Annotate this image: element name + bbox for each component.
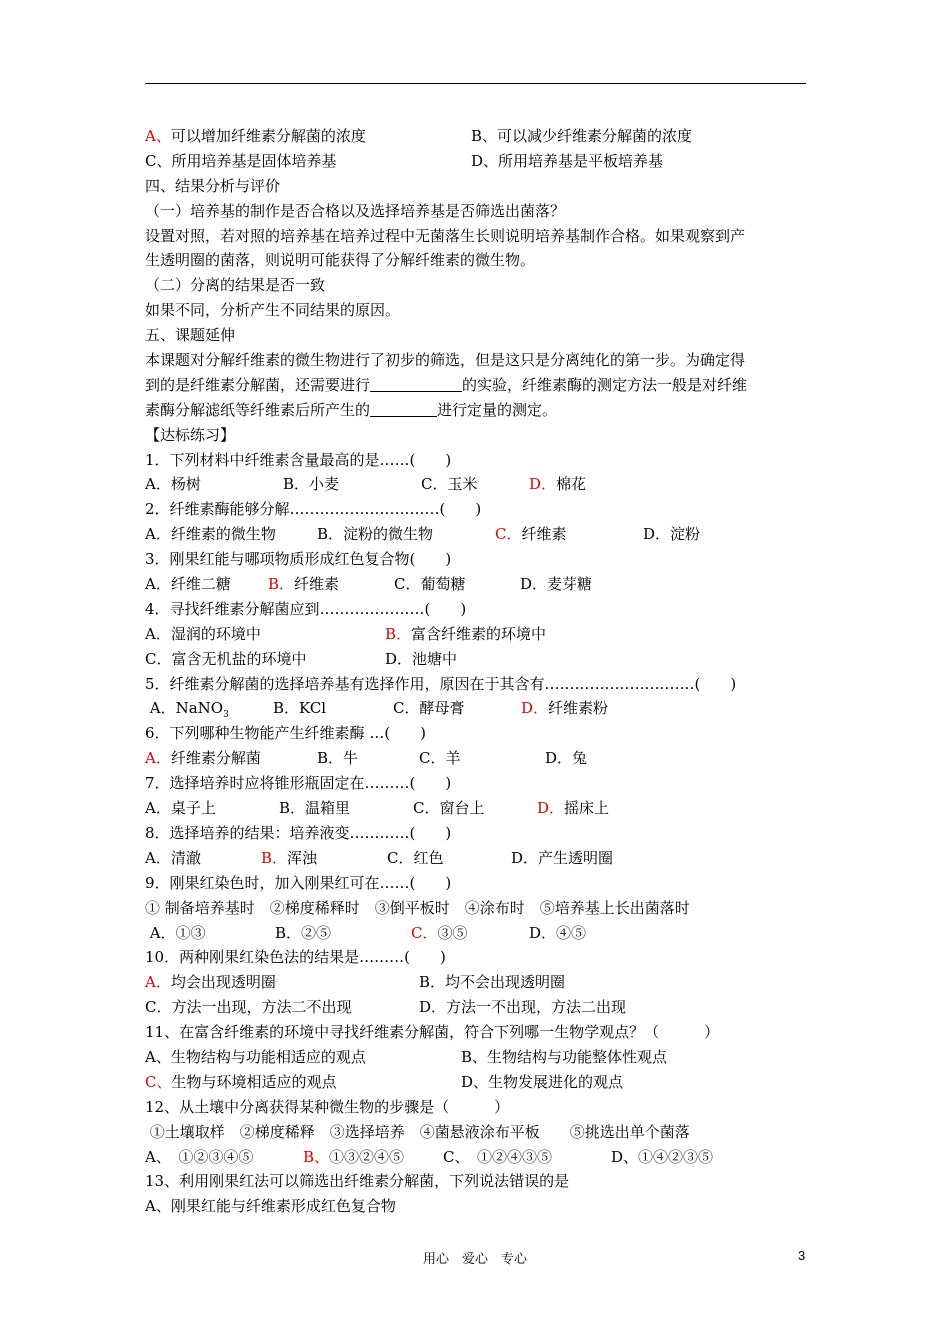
header-rule xyxy=(145,83,806,84)
page-number: 3 xyxy=(798,1248,806,1263)
options-6: A．纤维素分解菌 B．牛 C．羊 D．兔 xyxy=(145,749,588,768)
question-3: 3．刚果红能与哪项物质形成红色复合物( ) xyxy=(145,550,452,569)
options-4: A．湿润的环境中 B．富含纤维素的环境中 xyxy=(145,624,547,643)
answer-mark: B． xyxy=(385,624,412,643)
fill-blank[interactable] xyxy=(370,376,462,392)
answer-mark: A． xyxy=(145,749,171,768)
options-12: A、 ①②③④⑤ B、①③②④⑤ C、 ①②④③⑤ D、①④②③⑤ xyxy=(145,1147,714,1166)
question-2: 2．纤维素酶能够分解…………………………( ) xyxy=(145,500,482,519)
sub-question: （二）分离的结果是否一致 xyxy=(145,276,326,295)
options-1: A．杨树 B．小麦 C．玉米 D．棉花 xyxy=(145,475,587,494)
statement-list-12: ①土壤取样 ②梯度稀释 ③选择培养 ④菌悬液涂布平板 ⑤挑选出单个菌落 xyxy=(145,1122,690,1141)
answer-mark: C． xyxy=(411,923,438,942)
question-10: 10．两种刚果红染色法的结果是………( ) xyxy=(145,948,446,967)
answer-mark: A． xyxy=(145,973,171,992)
answer-mark: A、 xyxy=(145,127,171,145)
options-13: A、刚果红能与纤维素形成红色复合物 xyxy=(145,1197,396,1216)
fill-blank[interactable] xyxy=(370,401,437,417)
answer-mark: B、 xyxy=(303,1147,330,1166)
options-10: A．均会出现透明圈 B．均不会出现透明圈 xyxy=(145,973,566,992)
options-4b: C．富含无机盐的环境中 D．池塘中 xyxy=(145,649,458,668)
question-12: 12、从土壤中分离获得某种微生物的步骤是（ ） xyxy=(145,1097,510,1116)
options-3: A．纤维二糖 B．纤维素 C．葡萄糖 D．麦芽糖 xyxy=(145,575,593,594)
question-7: 7．选择培养时应将锥形瓶固定在………( ) xyxy=(145,774,452,793)
section-heading: 四、结果分析与评价 xyxy=(145,176,281,195)
paragraph-line: 设置对照，若对照的培养基在培养过程中无菌落生长则说明培养基制作合格。如果观察到产 xyxy=(145,226,746,245)
statement-list-9: ① 制备培养基时 ②梯度稀释时 ③倒平板时 ④涂布时 ⑤培养基上长出菌落时 xyxy=(145,898,690,917)
options-10b: C．方法一出现，方法二不出现 D．方法一不出现，方法二出现 xyxy=(145,998,627,1017)
exercise-heading: 【达标练习】 xyxy=(145,425,236,444)
answer-mark: D． xyxy=(521,699,549,718)
page-footer: 用心 爱心 专心 xyxy=(422,1252,527,1267)
paragraph-line: 素酶分解滤纸等纤维素后所产生的 进行定量的测定。 xyxy=(145,400,558,419)
answer-mark: B． xyxy=(261,848,288,867)
options-2: A．纤维素的微生物 B．淀粉的微生物 C．纤维素 D．淀粉 xyxy=(145,525,701,544)
paragraph-line: 如果不同，分析产生不同结果的原因。 xyxy=(145,301,401,320)
section-heading: 五、课题延伸 xyxy=(145,326,236,345)
question-6: 6．下列哪种生物能产生纤维素酶 …( ) xyxy=(145,724,427,743)
question-8: 8．选择培养的结果：培养液变…………( ) xyxy=(145,823,452,842)
paragraph-line: 本课题对分解纤维素的微生物进行了初步的筛选，但是这只是分离纯化的第一步。为确定得 xyxy=(145,351,746,370)
option-line: A、可以增加纤维素分解菌的浓度 B、可以减少纤维素分解菌的浓度 xyxy=(145,127,693,145)
answer-mark: D． xyxy=(537,799,565,818)
options-8: A．清澈 B．浑浊 C．红色 D．产生透明圈 xyxy=(145,848,614,867)
paragraph-line: 生透明圈的菌落，则说明可能获得了分解纤维素的微生物。 xyxy=(145,251,536,270)
question-13: 13、利用刚果红法可以筛选出纤维素分解菌，下列说法错误的是 xyxy=(145,1172,570,1191)
question-4: 4．寻找纤维素分解菌应到…………………( ) xyxy=(145,599,467,618)
options-11b: C、生物与环境相适应的观点 D、生物发展进化的观点 xyxy=(145,1072,624,1091)
option-line: C、所用培养基是固体培养基 D、所用培养基是平板培养基 xyxy=(145,151,664,170)
answer-mark: C、 xyxy=(145,1072,172,1091)
answer-mark: D． xyxy=(529,475,557,494)
options-9: A．①③ B．②⑤ C．③⑤ D．④⑤ xyxy=(149,923,587,942)
sub-question: （一）培养基的制作是否合格以及选择培养基是否筛选出菌落？ xyxy=(145,201,566,220)
question-5: 5．纤维素分解菌的选择培养基有选择作用，原因在于其含有…………………………( ) xyxy=(145,674,737,693)
paragraph-line: 到的是纤维素分解菌，还需要进行 的实验，纤维素酶的测定方法一般是对纤维 xyxy=(145,375,748,394)
answer-mark: B． xyxy=(268,575,295,594)
options-5: A．NaNO$_3$ B．KCl C．酵母膏 D．纤维素粉 xyxy=(149,699,609,721)
page-content xyxy=(145,124,825,1219)
question-1: 1．下列材料中纤维素含量最高的是……( ) xyxy=(145,450,452,469)
options-7: A．桌子上 B．温箱里 C．窗台上 D．摇床上 xyxy=(145,799,610,818)
question-11: 11、在富含纤维素的环境中寻找纤维素分解菌，符合下列哪一生物学观点？（ ） xyxy=(145,1023,720,1042)
options-11: A、生物结构与功能相适应的观点 B、生物结构与功能整体性观点 xyxy=(145,1047,668,1066)
answer-mark: C． xyxy=(495,525,522,544)
question-9: 9．刚果红染色时，加入刚果红可在……( ) xyxy=(145,873,452,892)
